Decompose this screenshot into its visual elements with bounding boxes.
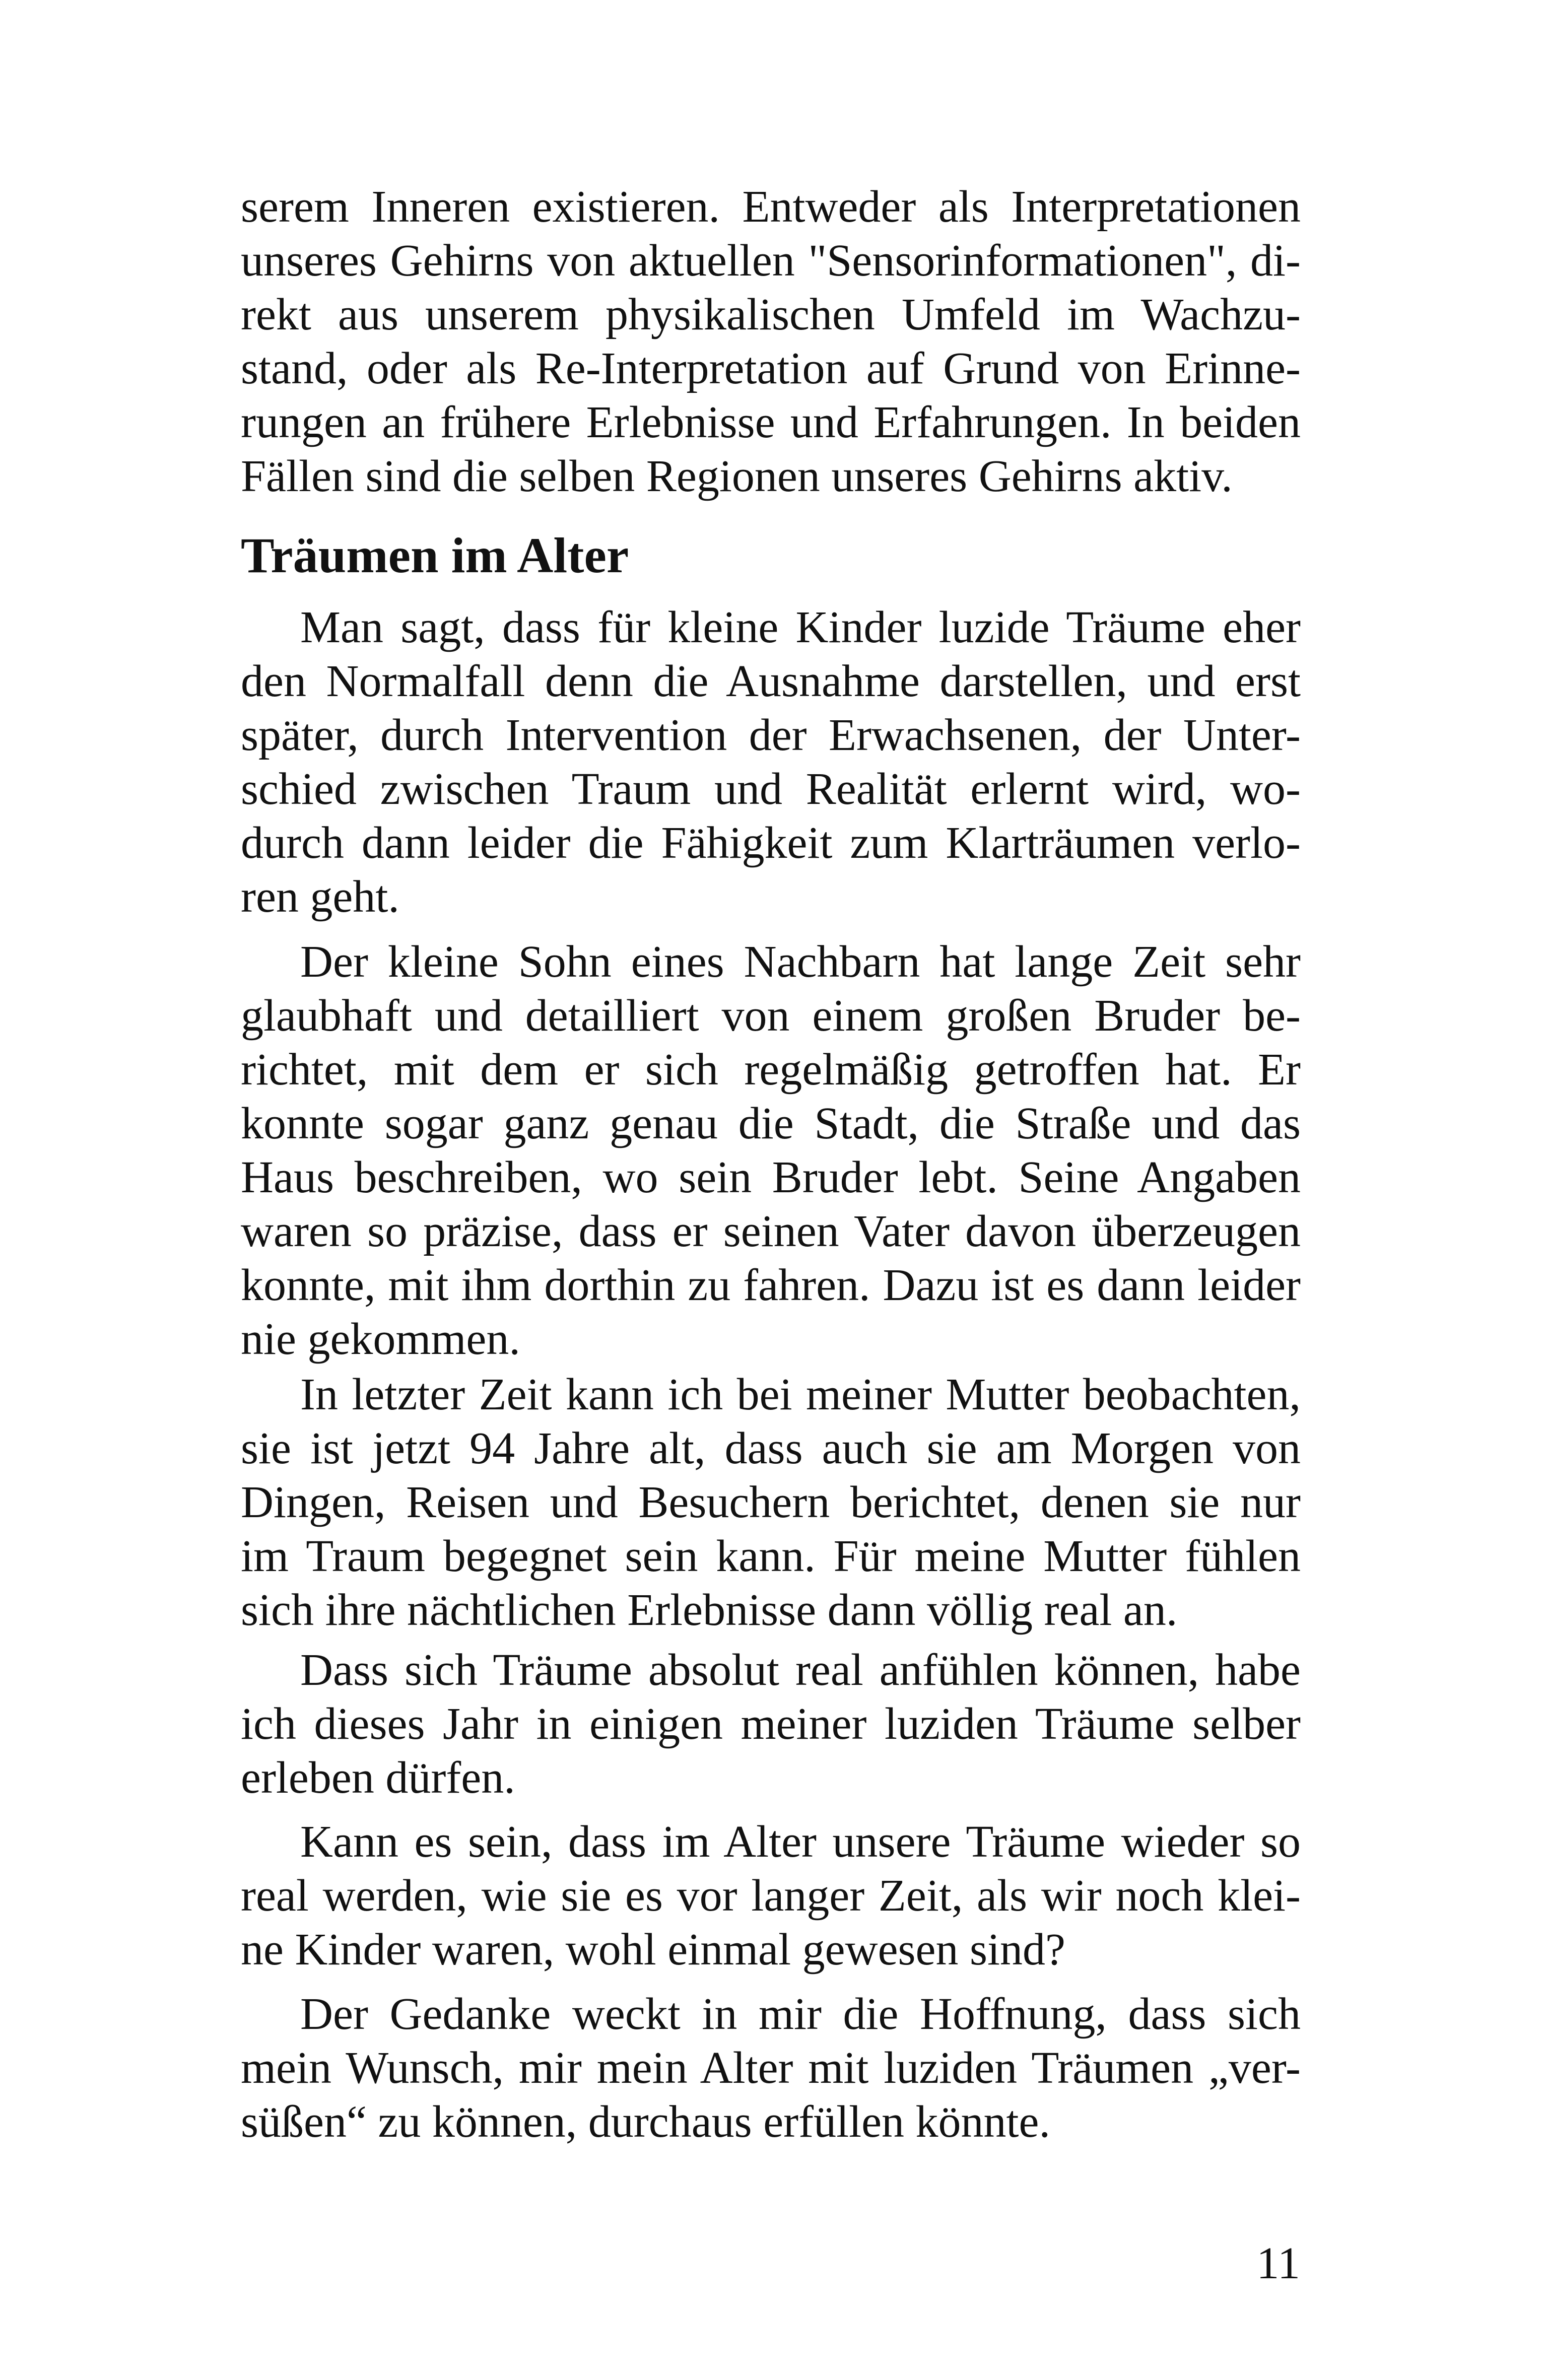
paragraph-4 <box>241 1643 1301 1805</box>
text-line: waren so präzise, dass er seinen Vater davon überzeugen <box>241 1206 1301 1256</box>
text-line: unseres Gehirns von aktuellen "Sensorinformationen", di- <box>241 236 1301 286</box>
text-line: durch dann leider die Fähigkeit zum Klarträumen verlo- <box>241 818 1301 868</box>
text-line: schied zwischen Traum und Realität erlernt wird, wo- <box>241 764 1301 814</box>
text-line: mein Wunsch, mir mein Alter mit luziden Träumen „ver- <box>241 2043 1301 2093</box>
text-line: Dass sich Träume absolut real anfühlen können, habe <box>300 1645 1301 1695</box>
text-line: rungen an frühere Erlebnisse und Erfahrungen. In beiden <box>241 397 1301 447</box>
text-line: ne Kinder waren, wohl einmal gewesen sind? <box>241 1925 1065 1975</box>
paragraph-1 <box>241 600 1301 924</box>
page-number: 11 <box>1256 2238 1300 2288</box>
text-line: Fällen sind die selben Regionen unseres Gehirns aktiv. <box>241 451 1233 501</box>
text-line: den Normalfall denn die Ausnahme darstellen, und erst <box>241 656 1301 706</box>
paragraph-6 <box>241 1987 1301 2149</box>
text-line: Der Gedanke weckt in mir die Hoffnung, dass sich <box>300 1989 1301 2039</box>
text-line: Dingen, Reisen und Besuchern berichtet, denen sie nur <box>241 1477 1301 1527</box>
text-line: süßen“ zu können, durchaus erfüllen könnte. <box>241 2097 1050 2147</box>
text-line: Man sagt, dass für kleine Kinder luzide Träume eher <box>300 602 1301 652</box>
text-line: ich dieses Jahr in einigen meiner luziden Träume selber <box>241 1699 1301 1749</box>
text-line: konnte sogar ganz genau die Stadt, die Straße und das <box>241 1099 1301 1148</box>
text-line: erleben dürfen. <box>241 1753 515 1803</box>
text-line: Kann es sein, dass im Alter unsere Träume wieder so <box>300 1817 1301 1867</box>
paragraph-2 <box>241 935 1301 1366</box>
text-line: konnte, mit ihm dorthin zu fahren. Dazu ist es dann leider <box>241 1260 1301 1310</box>
text-line: rekt aus unserem physikalischen Umfeld im Wachzu- <box>241 290 1301 339</box>
text-line: ren geht. <box>241 872 399 922</box>
section-heading: Träumen im Alter <box>241 527 629 583</box>
text-line: Haus beschreiben, wo sein Bruder lebt. Seine Angaben <box>241 1152 1301 1202</box>
text-line: richtet, mit dem er sich regelmäßig getroffen hat. Er <box>241 1045 1301 1095</box>
text-line: nie gekommen. <box>241 1314 520 1364</box>
text-line: serem Inneren existieren. Entweder als Interpretationen <box>241 182 1301 232</box>
text-line: im Traum begegnet sein kann. Für meine Mutter fühlen <box>241 1531 1301 1581</box>
text-line: sich ihre nächtlichen Erlebnisse dann völlig real an. <box>241 1585 1178 1635</box>
paragraph-3 <box>241 1368 1301 1637</box>
intro-paragraph <box>241 180 1301 503</box>
text-line: In letzter Zeit kann ich bei meiner Mutter beobachten, <box>300 1370 1301 1419</box>
paragraph-5 <box>241 1815 1301 1977</box>
text-line: stand, oder als Re-Interpretation auf Grund von Erinne- <box>241 344 1301 393</box>
text-line: glaubhaft und detailliert von einem großen Bruder be- <box>241 991 1301 1041</box>
text-line: real werden, wie sie es vor langer Zeit, als wir noch klei- <box>241 1871 1301 1921</box>
text-line: Der kleine Sohn eines Nachbarn hat lange Zeit sehr <box>300 937 1301 987</box>
text-line: sie ist jetzt 94 Jahre alt, dass auch sie am Morgen von <box>241 1423 1301 1473</box>
text-line: später, durch Intervention der Erwachsenen, der Unter- <box>241 710 1301 760</box>
